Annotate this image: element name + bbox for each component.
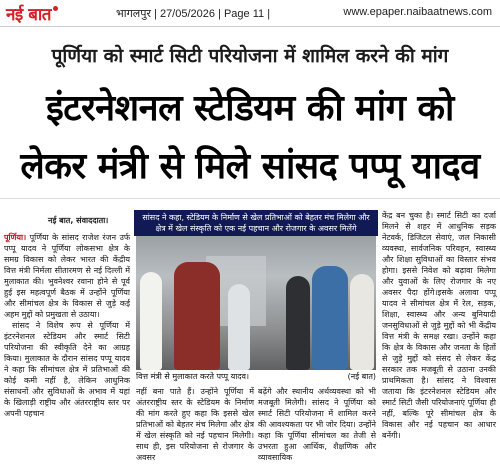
logo-text: नई बात	[6, 4, 52, 25]
byline: नई बात, संवाददाता।	[48, 216, 109, 225]
masthead	[0, 0, 500, 27]
photo-caption: वित्त मंत्री से मुलाकात करते पप्पू यादव।	[136, 371, 250, 381]
dateline: पूर्णिया।	[4, 233, 27, 242]
photo-top-caption-band	[134, 210, 378, 236]
article-column-3: बढ़ेंगे और स्थानीय अर्थव्यवस्था को भी मजबूती मिलेगी। सांसद ने पूर्णिया को स्मार्ट सिटी परियोजना में शामिल करने की आवश्यकता पर भी जोर दिया। उन्होंने कहा कि पूर्णिया सीमांचल का तेजी से उभरता हुआ आर्थिक, शैक्षणिक और व्यावसायिक	[258, 387, 376, 462]
photo-credit: (नई बात)	[347, 371, 376, 381]
headline-line-2: लेकर मंत्री से मिले सांसद पप्पू यादव	[20, 146, 480, 187]
photo-person-2	[174, 262, 220, 370]
photo-caption-row	[136, 370, 376, 382]
photo-person-6	[350, 274, 374, 370]
photo-person-5	[312, 266, 348, 370]
edition-meta: भागलपुर | 27/05/2026 | Page 11 |	[116, 8, 271, 20]
newspaper-logo[interactable]	[6, 2, 58, 24]
headline-line-1: इंटरनेशनल स्टेडियम की मांग को	[46, 88, 454, 129]
article-column-right: केंद्र बन चुका है। स्मार्ट सिटी का दर्जा मिलने से शहर में आधुनिक सड़क नेटवर्क, डिजिटल सेवाएं, जल निकासी व्यवस्था, सार्वजनिक परिवहन, स्वास्थ्य और शिक्षा सुविधाओं का विस्तार संभव होगा। इससे निवेश को बढ़ावा मिलेगा और युवाओं के लिए रोजगार के नए अवसर पैदा होंगे।इसके अलावा पप्पू यादव ने सीमांचल क्षेत्र में रेल, सड़क, शिक्षा, स्वास्थ्य और अन्य बुनियादी जनसुविधाओं से जुड़े मुद्दों को भी केंद्रीय वित्त मंत्री के समक्ष रखा। उन्होंने कहा कि क्षेत्र के विकास और जनता के हितों से जुड़े मुद्दों को संसद से लेकर केंद्र सरकार तक मजबूती से उठाना उनकी प्राथमिकता है। सांसद ने विश्वास जताया कि इंटरनेशनल स्टेडियम और स्मार्ट सिटी जैसी परियोजनाएं पूर्णिया ही नहीं, बल्कि पूरे सीमांचल क्षेत्र के विकास और नई पहचान का आधार बनेंगी।	[382, 211, 496, 440]
photo-top-caption: सांसद ने कहा, स्टेडियम के निर्माण से खेल प्रतिभाओं को बेहतर मंच मिलेगा और क्षेत्र में खेल संस्कृति को एक नई पहचान और रोजगार के अवसर मिलेंगे	[142, 213, 370, 233]
article-subhead: पूर्णिया को स्मार्ट सिटी परियोजना में शामिल करने की मांग	[51, 45, 449, 67]
divider	[0, 198, 500, 199]
logo-dot-icon	[53, 6, 58, 11]
article-column-1	[4, 232, 130, 419]
photo-person-3	[228, 284, 250, 370]
article-column-2: नहीं बना पाते हैं। उन्होंने पूर्णिया में अंतरराष्ट्रीय स्तर के स्टेडियम के निर्माण की मांग करते हुए कहा कि इससे खेल प्रतिभाओं को बेहतर मंच मिलेगा और क्षेत्र में खेल संस्कृति को नई पहचान मिलेगी। साथ ही, इस परियोजना से रोजगार के अवसर	[136, 387, 254, 462]
column-1-text-2: सांसद ने विशेष रूप से पूर्णिया में इंटरनेशनल स्टेडियम और स्मार्ट सिटी परियोजना की स्वीकृति देने का आग्रह किया। मुलाकात के दौरान सांसद पप्पू यादव ने कहा कि सीमांचल क्षेत्र में प्रतिभाओं की कोई कमी नहीं है, लेकिन आधुनिक संसाधनों और सुविधाओं के अभाव में यहां के खिलाड़ी राष्ट्रीय और अंतरराष्ट्रीय स्तर पर अपनी पहचान	[4, 321, 130, 418]
epaper-url[interactable]: www.epaper.naibaatnews.com	[343, 6, 492, 18]
photo-person-1	[140, 272, 162, 370]
photo-person-4	[286, 276, 310, 370]
column-1-text: पूर्णिया के सांसद राजेश रंजन उर्फ पप्पू यादव ने पूर्णिया लोकसभा क्षेत्र के समग्र विकास को लेकर भारत की केंद्रीय वित्त मंत्री निर्मला सीतारमण से नई दिल्ली में मुलाकात की। भुवनेश्वर रवाना होने से पूर्व हुई इस महत्वपूर्ण बैठक में उन्होंने पूर्णिया और सीमांचल क्षेत्र के विकास से जुड़े कई अहम मुद्दों को प्रमुखता से उठाया।	[4, 233, 130, 319]
article-photo	[136, 236, 376, 370]
